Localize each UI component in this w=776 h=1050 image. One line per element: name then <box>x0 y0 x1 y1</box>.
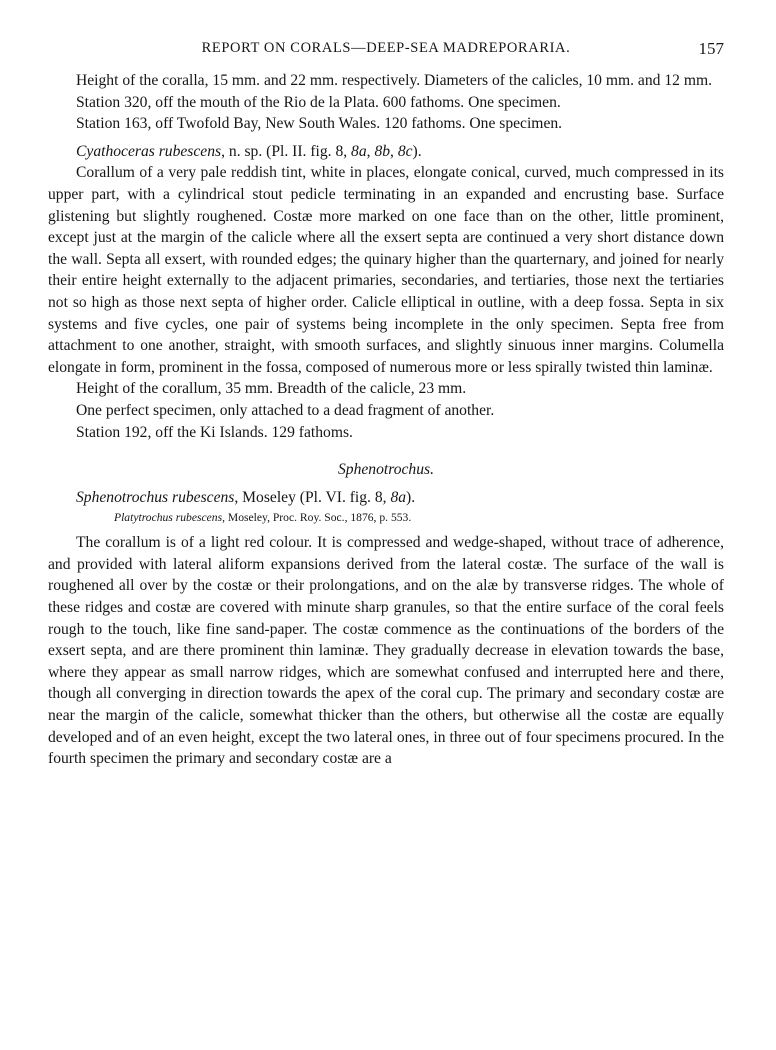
paragraph-station-320: Station 320, off the mouth of the Rio de la Plata. 600 fathoms. One specimen. <box>76 93 561 111</box>
species-authority: , n. sp. (Pl. II. fig. 8, <box>221 142 352 160</box>
species-authority: , Moseley (Pl. VI. fig. 8, <box>234 488 391 506</box>
paragraph-station-163: Station 163, off Twofold Bay, New South Wales. 120 fathoms. One specimen. <box>76 115 563 133</box>
figure-close: ). <box>406 488 416 506</box>
genus-heading: Sphenotrochus. <box>337 461 434 479</box>
figure-separator: , <box>366 142 375 160</box>
paragraph-specimens: One perfect specimen, only attached to a dead fragment of another. <box>76 401 495 419</box>
species-heading-cyathoceras <box>48 141 724 163</box>
figure-ref-8c: 8c <box>397 142 413 160</box>
paragraph-measurements: Height of the corallum, 35 mm. Breadth of the calicle, 23 mm. <box>76 380 467 398</box>
paragraph-station-192: Station 192, off the Ki Islands. 129 fathoms. <box>76 423 353 441</box>
figure-ref-8a: 8a <box>351 142 367 160</box>
page <box>48 40 724 770</box>
page-number: 157 <box>698 39 724 58</box>
paragraph-cyathoceras-description: Corallum of a very pale reddish tint, white in places, elongate conical, curved, much compressed in its upper part, with a cylindrical stout pedicle terminating in an expanded and encrusting base. Surface glistening but slightly roughened. Costæ more marked on one face than on the other, little prominent, except just at the margin of the calicle where all the exsert septa are continued a very short distance down the wall. Septa all exsert, with rounded edges; the quinary higher than the quarternary, and joined for nearly their entire height externally to the adjacent primaries, secondaries, and tertiaries, those next the tertiaries not so high as those next septa of higher order. Calicle elliptical in outline, with a deep fossa. Septa in six systems and five cycles, one pair of systems being incomplete in the only specimen. Septa free from attachment to one another, straight, with smooth surfaces, and slightly sinuous inner margins. Columella elongate in form, prominent in the fossa, composed of numerous more or less spirally twisted thin laminæ. <box>48 164 724 376</box>
species-name: Cyathoceras rubescens <box>76 142 222 160</box>
running-head <box>48 40 724 62</box>
synonym-name: Platytrochus rubescens <box>114 511 223 525</box>
species-name: Sphenotrochus rubescens <box>76 488 235 506</box>
figure-close: ). <box>412 142 422 160</box>
synonym-line <box>48 508 724 528</box>
species-heading-sphenotrochus <box>48 487 724 509</box>
paragraph-sphenotrochus-description: The corallum is of a light red colour. It is compressed and wedge-shaped, without trace of adherence, and provided with lateral aliform expansions derived from the lateral costæ. The surface of the wall is roughened all over by the costæ or their prolongations, and on the alæ by transverse ridges. The whole of these ridges and costæ are covered with minute sharp granules, so that the entire surface of the coral feels rough to the touch, like fine sand-paper. The costæ commence as the continuations of the borders of the exsert septa, and are there prominent thin laminæ. They gradually decrease in elevation towards the base, where they appear as small narrow ridges, which are somewhat confused and interrupted here and there, though all converging in direction towards the apex of the coral cup. The primary and secondary costæ are near the margin of the calicle, somewhat thicker than the others, but otherwise all the costæ are equally developed and of an even height, except the two lateral ones, in three out of four specimens procured. In the fourth specimen the primary and secondary costæ are a <box>48 534 724 768</box>
figure-ref-8b: 8b <box>374 142 391 160</box>
figure-ref-8a: 8a <box>390 488 407 506</box>
paragraph-dimensions: Height of the coralla, 15 mm. and 22 mm. respectively. Diameters of the calicles, 10 mm. and 12 mm. <box>76 72 712 89</box>
synonym-reference: , Moseley, Proc. Roy. Soc., 1876, p. 553. <box>222 511 412 525</box>
figure-separator: , <box>390 142 398 160</box>
running-title: REPORT ON CORALS—DEEP-SEA MADREPORARIA. <box>201 40 571 56</box>
